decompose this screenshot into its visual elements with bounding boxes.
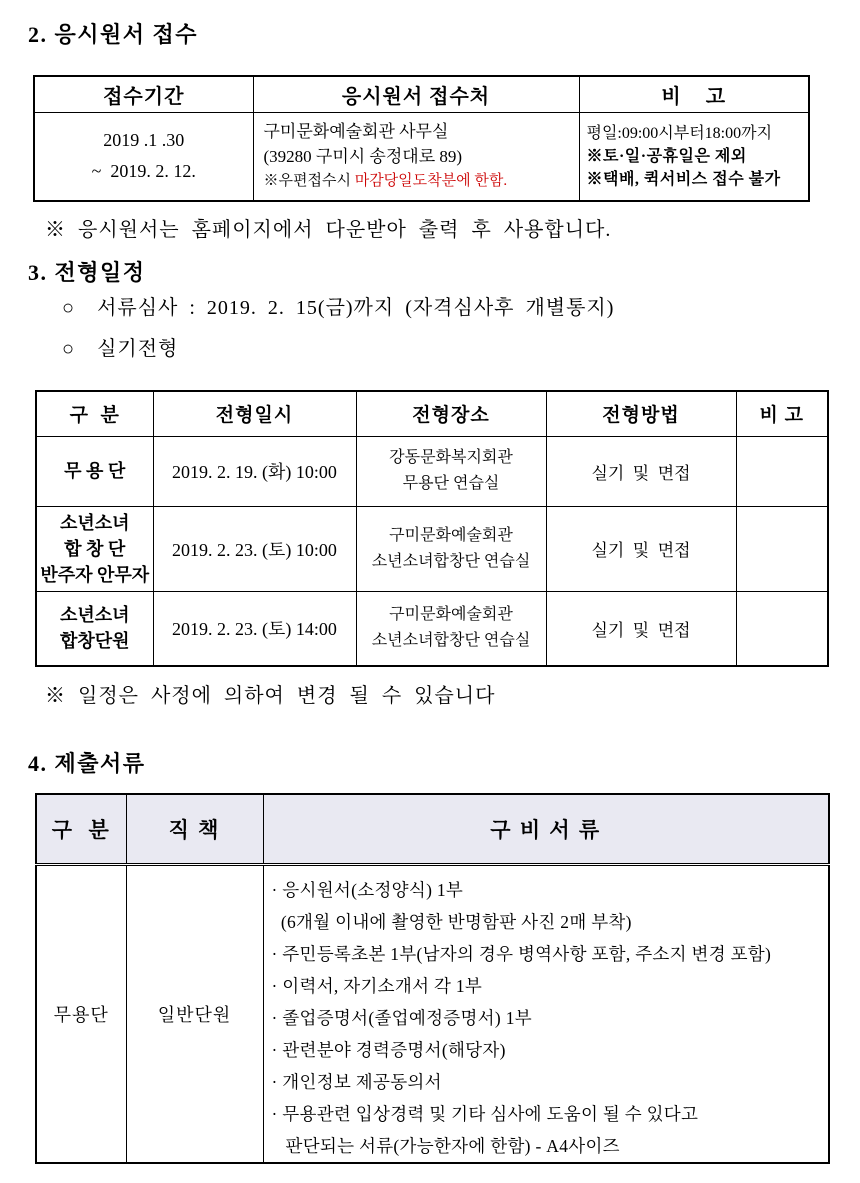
column-header-documents: 구 비 서 류 xyxy=(263,794,829,864)
document-item-line: · 무용관련 입상경력 및 기타 심사에 도움이 될 수 있다고 xyxy=(271,1103,699,1124)
office-line: (39280 구미시 송정대로 89) xyxy=(263,146,463,166)
required-documents-table xyxy=(35,793,830,1164)
category-cell: 무용단 xyxy=(36,864,126,1163)
mail-note-prefix: ※우편접수시 xyxy=(263,172,355,189)
place-line: 소년소녀합창단 연습실 xyxy=(371,632,531,650)
document-item-line: (6개월 이내에 촬영한 반명함판 사진 2매 부착) xyxy=(271,911,632,932)
method-cell: 실기 및 면접 xyxy=(546,436,736,506)
category-line: 합 창 단 xyxy=(64,538,126,559)
footnote-schedule-change-notice: ※ 일정은 사정에 의하여 변경 될 수 있습니다 xyxy=(45,685,496,707)
datetime-cell: 2019. 2. 23. (토) 14:00 xyxy=(153,591,356,666)
place-cell xyxy=(356,591,546,666)
category-cell xyxy=(36,436,153,506)
document-item-line: · 관련분야 경력증명서(해당자) xyxy=(271,1039,506,1060)
table-row-choir-accompanist xyxy=(36,506,828,591)
table-header-row xyxy=(34,76,809,112)
place-line: 구미문화예술회관 xyxy=(389,606,513,624)
column-header-place: 전형장소 xyxy=(356,391,546,436)
section-heading-required-documents: 4. 제출서류 xyxy=(28,751,146,776)
place-cell xyxy=(356,506,546,591)
table-header-row xyxy=(36,391,828,436)
application-period-table xyxy=(33,75,810,202)
category-cell xyxy=(36,506,153,591)
document-item-line: 판단되는 서류(가능한자에 한함) - A4사이즈 xyxy=(271,1135,620,1156)
section-heading-selection-schedule: 3. 전형일정 xyxy=(28,260,146,285)
footnote-download-notice: ※ 응시원서는 홈페이지에서 다운받아 출력 후 사용합니다. xyxy=(45,219,612,241)
column-header-office: 응시원서 접수처 xyxy=(253,76,579,112)
office-note-line xyxy=(264,169,579,194)
note-cell xyxy=(736,506,828,591)
remarks-cell xyxy=(579,112,809,201)
category-line: 소년소녀 xyxy=(59,512,130,533)
table-row-dance-company-documents xyxy=(36,864,829,1163)
section-heading-application-submission: 2. 응시원서 접수 xyxy=(28,22,199,47)
selection-schedule-table xyxy=(35,390,829,667)
document-item-line: · 주민등록초본 1부(남자의 경우 병역사항 포함, 주소지 변경 포함) xyxy=(271,943,772,964)
period-line: ~ 2019. 2. 12. xyxy=(91,161,196,182)
document-item-line: · 개인정보 제공동의서 xyxy=(271,1071,442,1092)
category-cell xyxy=(36,591,153,666)
place-line: 소년소녀합창단 연습실 xyxy=(371,552,531,570)
remark-line: 평일:09:00시부터18:00까지 xyxy=(586,124,773,142)
category-line: 무 용 단 xyxy=(64,461,126,481)
remark-line: ※토·일·공휴일은 제외 xyxy=(586,147,747,165)
column-header-period: 접수기간 xyxy=(34,76,253,112)
category-line: 반주자 안무자 xyxy=(40,564,150,585)
method-cell: 실기 및 면접 xyxy=(546,591,736,666)
column-header-method: 전형방법 xyxy=(546,391,736,436)
office-line: 구미문화예술회관 사무실 xyxy=(263,121,449,141)
deadline-warning-red-text: 마감당일도착분에 한함. xyxy=(354,172,508,189)
column-header-category: 구 분 xyxy=(36,794,126,864)
table-row xyxy=(34,112,809,201)
note-cell xyxy=(736,591,828,666)
datetime-cell: 2019. 2. 19. (화) 10:00 xyxy=(153,436,356,506)
bullet-practical-test: ○ 실기전형 xyxy=(62,338,179,360)
document-item-line: · 응시원서(소정양식) 1부 xyxy=(271,879,464,900)
place-cell xyxy=(356,436,546,506)
table-row-dance-company xyxy=(36,436,828,506)
place-line: 강동문화복지회관 xyxy=(389,449,513,466)
table-header-row xyxy=(36,794,829,864)
position-cell: 일반단원 xyxy=(126,864,263,1163)
period-line: 2019 .1 .30 xyxy=(103,130,185,151)
documents-list-cell xyxy=(263,864,829,1163)
column-header-position: 직 책 xyxy=(126,794,263,864)
note-cell xyxy=(736,436,828,506)
datetime-cell: 2019. 2. 23. (토) 10:00 xyxy=(153,506,356,591)
document-item-line: · 졸업증명서(졸업예정증명서) 1부 xyxy=(271,1007,532,1028)
remark-line: ※택배, 퀵서비스 접수 불가 xyxy=(586,170,781,188)
table-row-choir-member xyxy=(36,591,828,666)
application-period-cell xyxy=(34,112,253,201)
bullet-document-screening: ○ 서류심사 : 2019. 2. 15(금)까지 (자격심사후 개별통지) xyxy=(62,297,615,319)
place-line: 무용단 연습실 xyxy=(402,475,500,492)
column-header-datetime: 전형일시 xyxy=(153,391,356,436)
column-header-note: 비 고 xyxy=(736,391,828,436)
category-line: 소년소녀 xyxy=(59,605,130,626)
method-cell: 실기 및 면접 xyxy=(546,506,736,591)
category-line: 합창단원 xyxy=(59,631,130,652)
column-header-category: 구 분 xyxy=(36,391,153,436)
column-header-remarks: 비 고 xyxy=(579,76,809,112)
place-line: 구미문화예술회관 xyxy=(389,526,513,544)
document-item-line: · 이력서, 자기소개서 각 1부 xyxy=(271,975,483,996)
application-office-cell xyxy=(253,112,579,201)
